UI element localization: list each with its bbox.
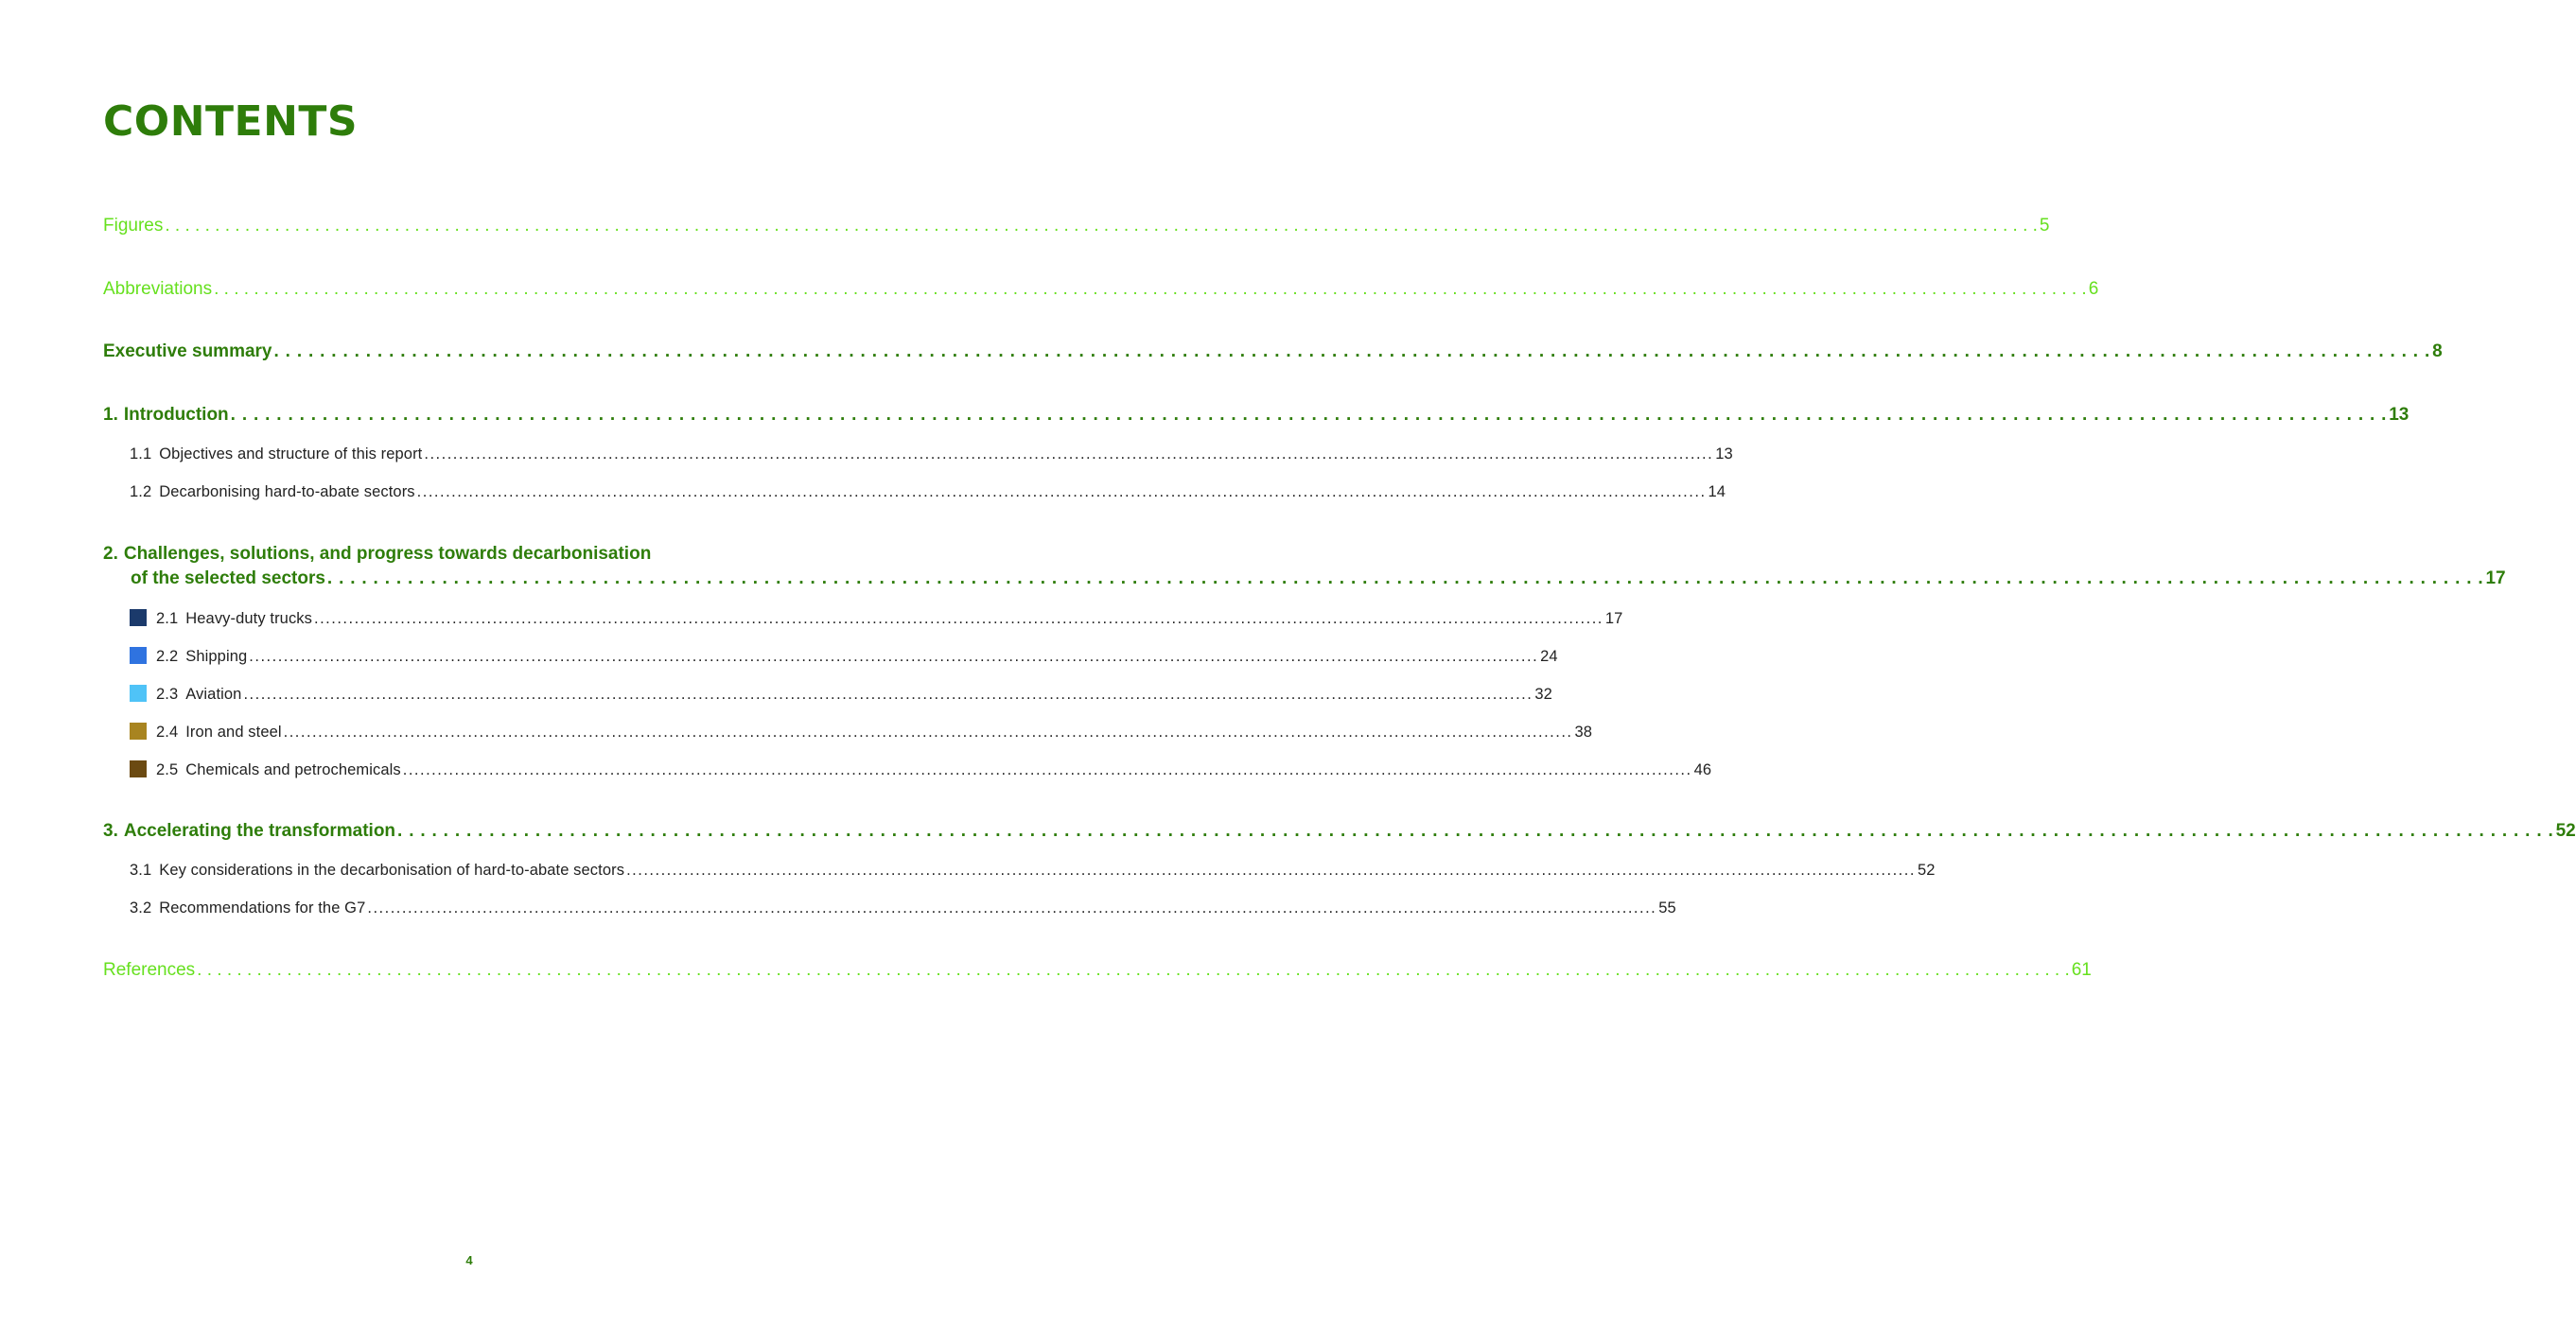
toc-label: Chemicals and petrochemicals <box>185 761 401 778</box>
toc-label: Heavy-duty trucks <box>185 610 312 627</box>
toc-chapter-2-title[interactable] <box>103 544 651 565</box>
dot-leader <box>626 862 1916 880</box>
sector-color-swatch <box>130 760 147 777</box>
dot-leader <box>197 960 2070 981</box>
toc-page-number: 17 <box>2485 568 2506 588</box>
toc-label: Key considerations in the decarbonisation of hard-to-abate sectors <box>159 862 625 879</box>
toc-entry-executive-summary[interactable] <box>0 341 2443 362</box>
toc-label: Challenges, solutions, and progress towards decarbonisation <box>123 544 652 564</box>
toc-section-1-1[interactable] <box>0 445 1733 463</box>
toc-label: Abbreviations <box>103 279 213 299</box>
toc-entry-abbreviations[interactable] <box>0 279 2099 300</box>
toc-entry-figures[interactable] <box>0 216 2050 236</box>
section-number: 1.2 <box>130 483 152 500</box>
toc-page-number: 5 <box>2039 216 2050 236</box>
toc-label: Aviation <box>185 686 242 703</box>
section-number: 2.3 <box>156 686 179 703</box>
toc-page-number: 13 <box>1715 445 1733 463</box>
section-number: 3.1 <box>130 862 152 879</box>
dot-leader <box>367 899 1656 917</box>
section-number: 2.2 <box>156 648 179 665</box>
dot-leader <box>165 216 2038 236</box>
dot-leader <box>403 761 1692 779</box>
toc-label: Accelerating the transformation <box>123 821 396 841</box>
toc-label: Iron and steel <box>185 724 282 741</box>
toc-label: Executive summary <box>103 341 272 361</box>
sector-color-swatch <box>130 647 147 664</box>
dot-leader <box>274 341 2431 362</box>
toc-page-number: 38 <box>1574 724 1593 741</box>
toc-page-number: 61 <box>2071 960 2092 980</box>
chapter-number: 1. <box>103 405 118 425</box>
toc-page-number: 46 <box>1693 761 1712 778</box>
toc-page-number: 13 <box>2389 405 2410 425</box>
dot-leader <box>243 686 1533 704</box>
toc-chapter-2[interactable] <box>0 568 2506 589</box>
toc-page-number: 52 <box>1917 862 1936 879</box>
dot-leader <box>231 405 2388 426</box>
chapter-number: 3. <box>103 821 118 841</box>
toc-label: Introduction <box>123 405 229 425</box>
toc-section-2-1[interactable] <box>0 609 1623 628</box>
dot-leader <box>424 445 1713 463</box>
section-number: 2.1 <box>156 610 179 627</box>
toc-label: Decarbonising hard-to-abate sectors <box>159 483 415 500</box>
section-number: 2.4 <box>156 724 179 741</box>
chapter-number: 2. <box>103 544 118 564</box>
page-title: CONTENTS <box>103 97 359 146</box>
toc-entry-references[interactable] <box>0 960 2092 981</box>
toc-section-2-5[interactable] <box>0 760 1712 779</box>
dot-leader <box>417 483 1707 501</box>
toc-section-3-2[interactable] <box>0 899 1676 917</box>
toc-page-number: 8 <box>2432 341 2443 361</box>
toc-page-number: 32 <box>1534 686 1552 703</box>
dot-leader <box>249 648 1538 666</box>
toc-section-3-1[interactable] <box>0 862 1936 880</box>
sector-color-swatch <box>130 609 147 626</box>
section-number: 3.2 <box>130 899 152 917</box>
dot-leader <box>284 724 1573 742</box>
section-number: 2.5 <box>156 761 179 778</box>
dot-leader <box>327 568 2484 589</box>
toc-label: Shipping <box>185 648 248 665</box>
toc-label: References <box>103 960 196 980</box>
toc-label: of the selected sectors <box>131 568 325 588</box>
sector-color-swatch <box>130 685 147 702</box>
toc-page-number: 24 <box>1540 648 1558 665</box>
toc-section-2-3[interactable] <box>0 685 1552 704</box>
toc-label: Figures <box>103 216 164 236</box>
dot-leader <box>314 610 1603 628</box>
section-number: 1.1 <box>130 445 152 463</box>
toc-page-number: 17 <box>1604 610 1623 627</box>
toc-page-number: 6 <box>2088 279 2099 299</box>
page-number: 4 <box>465 1253 473 1267</box>
toc-section-2-2[interactable] <box>0 647 1558 666</box>
dot-leader <box>397 821 2554 842</box>
sector-color-swatch <box>130 723 147 740</box>
toc-page-number: 52 <box>2555 821 2576 841</box>
dot-leader <box>214 279 2087 300</box>
toc-chapter-1[interactable] <box>0 405 2410 426</box>
toc-label: Objectives and structure of this report <box>159 445 423 463</box>
toc-chapter-3[interactable] <box>0 821 2576 842</box>
toc-label: Recommendations for the G7 <box>159 899 366 917</box>
toc-section-1-2[interactable] <box>0 483 1726 501</box>
toc-page-number: 14 <box>1708 483 1726 500</box>
toc-section-2-4[interactable] <box>0 723 1593 742</box>
toc-page-number: 55 <box>1658 899 1676 917</box>
